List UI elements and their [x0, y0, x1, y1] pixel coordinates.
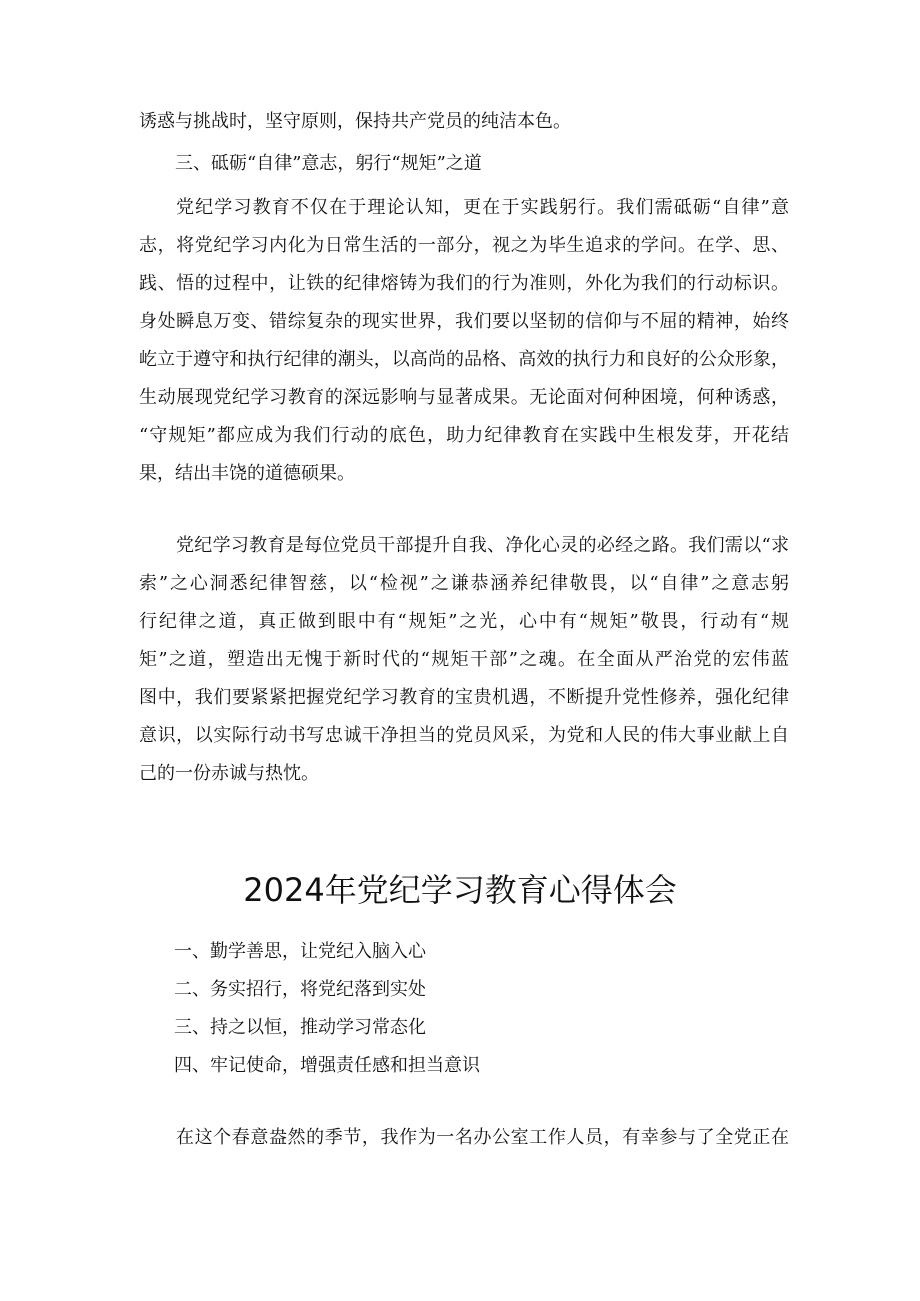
paragraph-line: “守规矩”都应成为我们行动的底色，助力纪律教育在实践中生根发芽，开花结: [139, 425, 789, 446]
outline-item: 三、持之以恒，推动学习常态化: [174, 1017, 426, 1038]
paragraph-line: 屹立于遵守和执行纪律的潮头，以高尚的品格、高效的执行力和良好的公众形象，: [139, 349, 789, 370]
intro-paragraph-line: 在这个春意盎然的季节，我作为一名办公室工作人员，有幸参与了全党正在: [176, 1127, 789, 1148]
paragraph-line: 图中，我们要紧紧把握党纪学习教育的宝贵机遇，不断提升党性修养，强化纪律: [139, 687, 789, 708]
outline-item: 一、勤学善思，让党纪入脑入心: [174, 941, 426, 962]
outline-item: 四、牢记使命，增强责任感和担当意识: [174, 1055, 480, 1076]
paragraph-line: 意识，以实际行动书写忠诚干净担当的党员风采，为党和人民的伟大事业献上自: [139, 725, 789, 746]
paragraph-line: 果，结出丰饶的道德硕果。: [139, 463, 355, 484]
section-heading-3: 三、砥砺“自律”意志，躬行“规矩”之道: [175, 153, 482, 174]
paragraph-line: 己的一份赤诚与热忱。: [139, 763, 319, 784]
paragraph-line: 行纪律之道，真正做到眼中有“规矩”之光，心中有“规矩”敬畏，行动有“规: [139, 611, 789, 632]
paragraph-line: 索”之心洞悉纪律智慈，以“检视”之谦恭涵养纪律敬畏，以“自律”之意志躬: [139, 573, 789, 594]
paragraph-line: 身处瞬息万变、错综复杂的现实世界，我们要以坚韧的信仰与不屈的精神，始终: [139, 311, 789, 332]
paragraph-line: 党纪学习教育不仅在于理论认知，更在于实践躬行。我们需砥砺“自律”意: [176, 197, 789, 218]
outline-item: 二、务实招行，将党纪落到实处: [174, 979, 426, 1000]
paragraph-line: 矩”之道，塑造出无愧于新时代的“规矩干部”之魂。在全面从严治党的宏伟蓝: [139, 649, 789, 670]
paragraph-line: 党纪学习教育是每位党员干部提升自我、净化心灵的必经之路。我们需以“求: [176, 535, 789, 556]
paragraph-line: 践、悟的过程中，让铁的纪律熔铸为我们的行为准则，外化为我们的行动标识。: [139, 273, 789, 294]
article-title: 2024年党纪学习教育心得体会: [243, 871, 677, 909]
paragraph-line: 生动展现党纪学习教育的深远影响与显著成果。无论面对何种困境，何种诱惑，: [139, 387, 789, 408]
paragraph-line: 志，将党纪学习内化为日常生活的一部分，视之为毕生追求的学问。在学、思、: [139, 235, 789, 256]
paragraph-tail-line: 诱惑与挑战时，坚守原则，保持共产党员的纯洁本色。: [139, 111, 571, 132]
